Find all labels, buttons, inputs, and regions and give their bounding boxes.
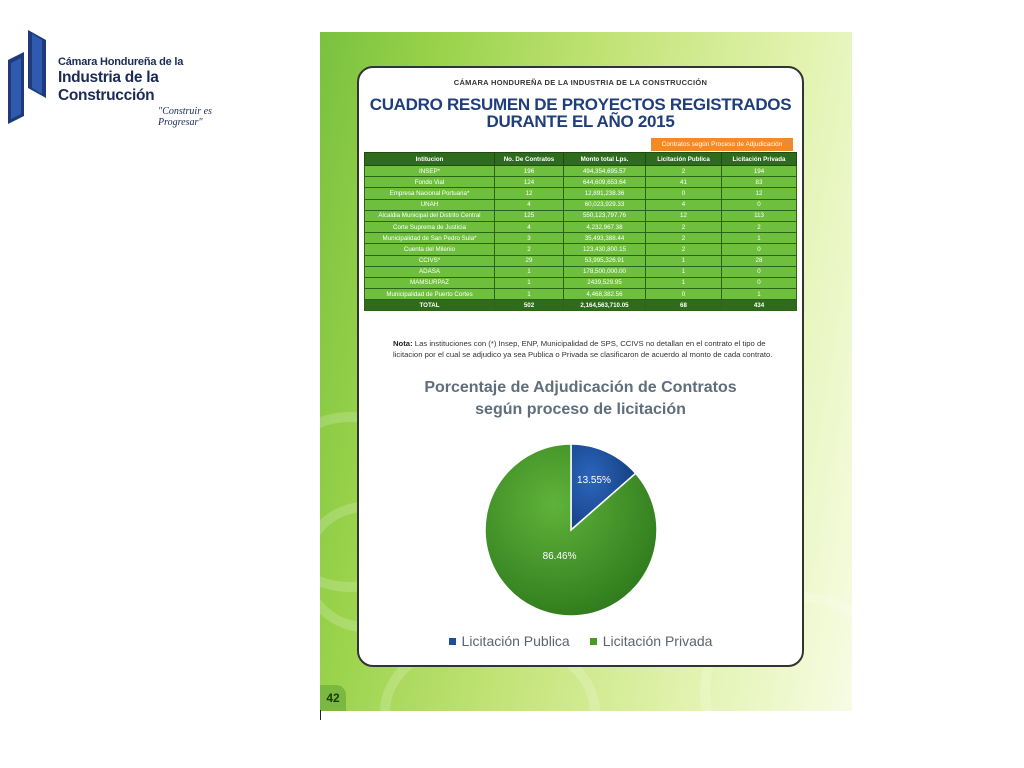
table-cell: 1	[495, 277, 564, 288]
table-cell: 12	[495, 188, 564, 199]
table-cell: Alcaldia Municipal del Distrito Central	[365, 210, 495, 221]
note-text: Las instituciones con (*) Insep, ENP, Municipalidad de SPS, CCIVS no detallan en el contrato el tipo de licitacion por el cual se adjudico ya sea Publica o Privada se clasificaron de acuerdo al monto de cada contrato.	[393, 339, 773, 359]
table-cell: 194	[722, 166, 797, 177]
table-cell: 29	[495, 255, 564, 266]
table-cell: 178,500,000.00	[564, 266, 646, 277]
logo-mark-icon	[6, 28, 54, 128]
table-note	[393, 338, 785, 360]
table-row	[365, 233, 797, 244]
note-label: Nota:	[393, 339, 413, 348]
table-row	[365, 221, 797, 232]
document-org: CÁMARA HONDUREÑA DE LA INDUSTRIA DE LA CONSTRUCCIÓN	[453, 78, 708, 87]
chart-title	[359, 377, 802, 421]
table-cell: 434	[722, 300, 797, 311]
table-cell: 1	[646, 255, 722, 266]
table-cell: 35,493,388.44	[564, 233, 646, 244]
table-cell: Cuenta del Milenio	[365, 244, 495, 255]
table-cell: Municipalidad de San Pedro Sula*	[365, 233, 495, 244]
table-cell: 0	[722, 266, 797, 277]
table-cell: 1	[722, 233, 797, 244]
table-cell: 125	[495, 210, 564, 221]
chart-title-line2: según proceso de licitación	[475, 401, 686, 418]
table-total-row	[365, 300, 797, 311]
table-cell: Fondo Vial	[365, 177, 495, 188]
table-row	[365, 188, 797, 199]
table-cell: MAMSURPAZ	[365, 277, 495, 288]
table-cell: 196	[495, 166, 564, 177]
table-row	[365, 166, 797, 177]
table-row	[365, 199, 797, 210]
table-cell: 2	[646, 166, 722, 177]
table-cell: 0	[722, 277, 797, 288]
pie-label-publica: 13.55%	[577, 475, 611, 487]
table-cell: 41	[646, 177, 722, 188]
table-cell: CCIVS*	[365, 255, 495, 266]
table-cell: 2	[722, 221, 797, 232]
table-cell: 124	[495, 177, 564, 188]
legend-item-privada	[590, 633, 713, 649]
table-cell: 4	[495, 199, 564, 210]
logo-org-name: Industria de la Construcción	[58, 69, 159, 104]
logo-slogan: "Construir es Progresar"	[158, 106, 212, 128]
legend-swatch-icon	[449, 638, 456, 645]
table-cell: 28	[722, 255, 797, 266]
column-header: No. De Contratos	[495, 153, 564, 166]
chamber-logo	[6, 28, 256, 128]
table-row	[365, 289, 797, 300]
table-cell: 12,891,238.36	[564, 188, 646, 199]
table-row	[365, 277, 797, 288]
table-cell: 0	[722, 199, 797, 210]
column-header: Licitación Privada	[722, 153, 797, 166]
table-cell: Municipalidad de Puerto Cortes	[365, 289, 495, 300]
table-cell: 550,123,797.76	[564, 210, 646, 221]
page-number: 42	[320, 685, 346, 711]
table-cell: 4	[646, 199, 722, 210]
table-cell: 123,430,800.15	[564, 244, 646, 255]
table-row	[365, 177, 797, 188]
table-cell: 2	[646, 221, 722, 232]
document-title-line2: DURANTE EL AÑO 2015	[486, 112, 675, 131]
table-cell: 644,609,653.64	[564, 177, 646, 188]
table-cell: 2439,529.95	[564, 277, 646, 288]
pie-chart-svg	[483, 442, 659, 618]
table-cell: Empresa Nacional Portuaria*	[365, 188, 495, 199]
document-title	[359, 96, 802, 130]
legend-label: Licitación Publica	[461, 633, 570, 649]
table-cell: 113	[722, 210, 797, 221]
legend-label: Licitación Privada	[602, 633, 713, 649]
table-cell: 4,232,967.38	[564, 221, 646, 232]
column-header: Monto total Lps.	[564, 153, 646, 166]
table-header-row	[365, 153, 797, 166]
table-cell: 4,468,382.56	[564, 289, 646, 300]
scanned-page	[320, 32, 852, 711]
chart-legend	[359, 633, 802, 649]
table-cell: 12	[646, 210, 722, 221]
table-cell: 502	[495, 300, 564, 311]
table-cell: 53,995,326.91	[564, 255, 646, 266]
table-row	[365, 266, 797, 277]
table-row	[365, 255, 797, 266]
pie-chart	[483, 442, 659, 618]
table-cell: 494,354,695.57	[564, 166, 646, 177]
table-cell: TOTAL	[365, 300, 495, 311]
table-cell: 0	[646, 188, 722, 199]
legend-item-publica	[449, 633, 570, 649]
table-row	[365, 210, 797, 221]
table-cell: 12	[722, 188, 797, 199]
table-cell: 83	[722, 177, 797, 188]
table-cell: 1	[495, 266, 564, 277]
chart-title-line1: Porcentaje de Adjudicación de Contratos	[424, 379, 737, 396]
table-cell: ADASA	[365, 266, 495, 277]
table-cell: 1	[646, 277, 722, 288]
column-header: Licitación Publica	[646, 153, 722, 166]
table-cell: 2	[646, 244, 722, 255]
table-cell: 2,164,563,710.05	[564, 300, 646, 311]
table-cell: UNAH	[365, 199, 495, 210]
table-cell: 2	[646, 233, 722, 244]
logo-org-line: Cámara Hondureña de la	[58, 56, 184, 68]
table-cell: 68	[646, 300, 722, 311]
adjudication-subheader: Contratos según Proceso de Adjudicación	[651, 138, 793, 151]
table-cell: 60,023,929.33	[564, 199, 646, 210]
table-cell: Corte Suprema de Justicia	[365, 221, 495, 232]
table-row	[365, 244, 797, 255]
document-title-line1: CUADRO RESUMEN DE PROYECTOS REGISTRADOS	[369, 95, 792, 114]
table-cell: 2	[495, 244, 564, 255]
pie-label-privada: 86.46%	[542, 551, 577, 563]
page-edge-line	[320, 710, 321, 720]
table-cell: INSEP*	[365, 166, 495, 177]
summary-card	[357, 66, 804, 667]
table-cell: 0	[722, 244, 797, 255]
table-cell: 1	[495, 289, 564, 300]
table-cell: 0	[646, 289, 722, 300]
legend-swatch-icon	[590, 638, 597, 645]
projects-table	[364, 152, 797, 311]
table-cell: 4	[495, 221, 564, 232]
column-header: Intitucion	[365, 153, 495, 166]
table-cell: 1	[646, 266, 722, 277]
table-cell: 3	[495, 233, 564, 244]
table-cell: 1	[722, 289, 797, 300]
